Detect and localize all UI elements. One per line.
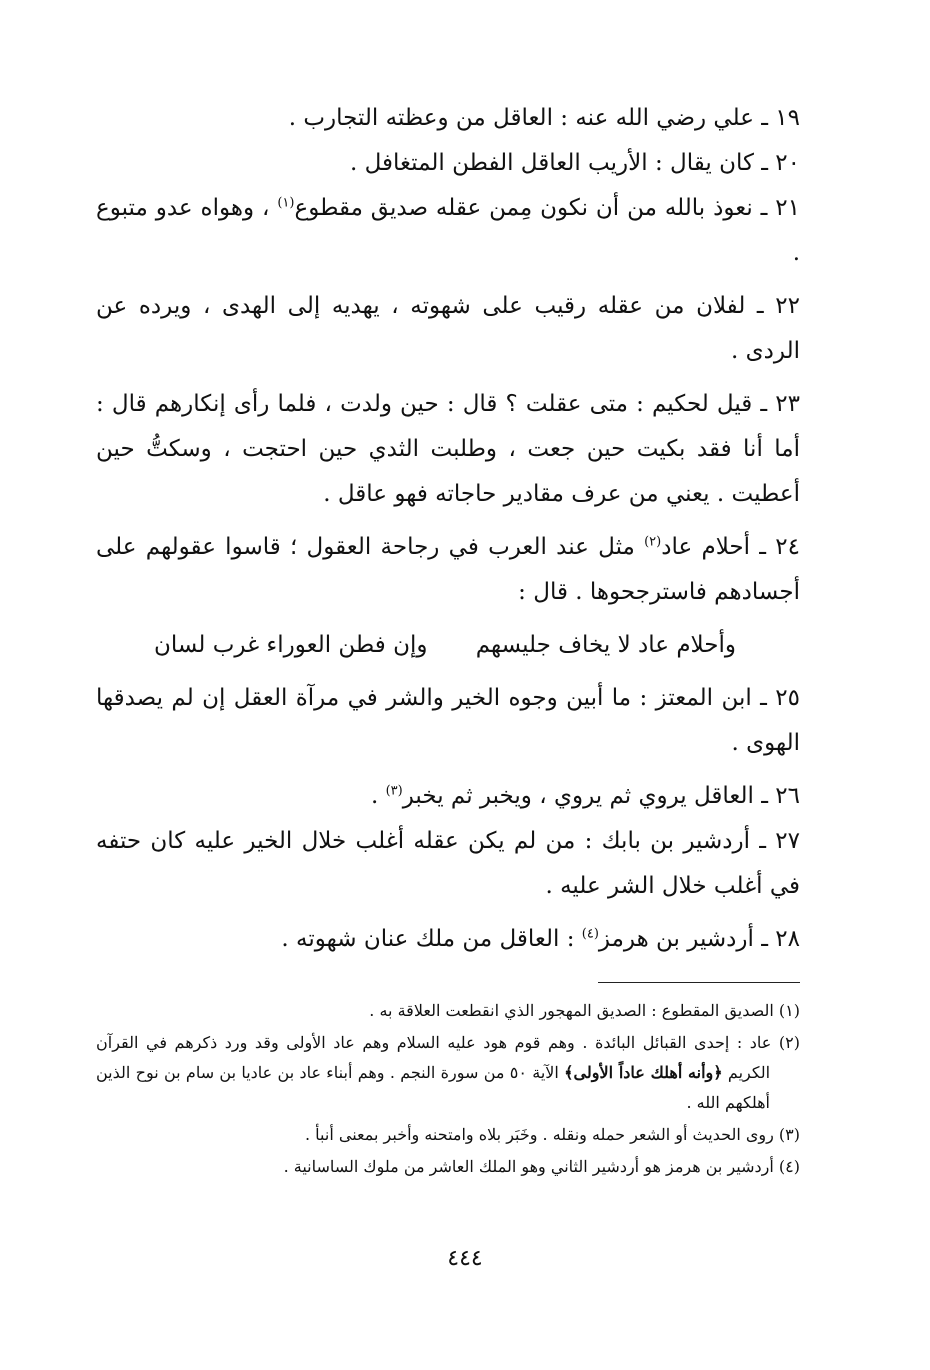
footnote-ref-4: (٤)	[581, 926, 599, 942]
verse-first-hemistich: وأحلام عاد لا يخاف جليسهم	[475, 632, 736, 658]
footnote-ref-1: (١)	[277, 195, 295, 211]
footnotes	[96, 996, 800, 1184]
quran-quote: ﴿وأنه أهلك عاداً الأولى﴾	[564, 1063, 723, 1082]
footnote-3: (٣) روى الحديث أو الشعر حمله ونقله . وخَبَر بلاه وامتحنه وأخبر بمعنى أنبأ .	[305, 1125, 800, 1144]
footnote-2	[96, 1028, 800, 1118]
saying-28	[96, 917, 800, 962]
footnote-ref-3: (٣)	[385, 783, 403, 799]
footnote-4: (٤) أردشير بن هرمز هو أردشير الثاني وهو الملك العاشر من ملوك الساسانية .	[283, 1157, 800, 1176]
saying-21	[96, 186, 800, 276]
saying-21-text-end: ، وهواه عدو متبوع .	[96, 195, 800, 266]
saying-23: ٢٣ ـ قيل لحكيم : متى عقلت ؟ قال : حين ولدت ، فلما رأى إنكارهم قال : أما أنا فقد بكيت حين جعت ، وطلبت الثدي حين احتجت ، وسكتُّ حين أعطيت . يعني من عرف مقادير حاجاته فهو عاقل .	[96, 391, 800, 507]
saying-26-text-end: .	[370, 783, 386, 809]
saying-20: ٢٠ ـ كان يقال : الأريب العاقل الفطن المتغافل .	[350, 150, 800, 176]
page-number: ٤٤٤	[447, 1246, 483, 1271]
saying-19: ١٩ ـ علي رضي الله عنه : العاقل من وعظته التجارب .	[288, 105, 800, 131]
poem-verse	[96, 623, 800, 668]
saying-24-text-end: مثل عند العرب في رجاحة العقول ؛ قاسوا عقولهم على أجسادهم فاسترجحوها . قال :	[96, 534, 800, 605]
saying-27: ٢٧ ـ أردشير بن بابك : من لم يكن عقله أغلب خلال الخير عليه كان حتفه في أغلب خلال الشر عليه .	[96, 828, 800, 899]
saying-28-text-end: : العاقل من ملك عنان شهوته .	[281, 926, 582, 952]
saying-22: ٢٢ ـ لفلان من عقله رقيب على شهوته ، يهديه إلى الهدى ، ويرده عن الردى .	[96, 293, 800, 364]
verse-second-hemistich: وإن فطن العوراء غرب لسان	[154, 632, 428, 658]
saying-24-text: ٢٤ ـ أحلام عاد	[661, 534, 801, 560]
saying-26	[96, 774, 800, 819]
footnote-ref-2: (٢)	[644, 534, 662, 550]
saying-28-text: ٢٨ ـ أردشير بن هرمز	[598, 926, 800, 952]
saying-21-text: ٢١ ـ نعوذ بالله من أن نكون مِمن عقله صديق مقطوع	[294, 195, 801, 221]
footnote-2-text: (٢) عاد : إحدى القبائل البائدة . وهم قوم هود عليه السلام وهم عاد الأولى وقد ورد ذكرهم في القرآن الكريم	[96, 1033, 801, 1082]
saying-26-text: ٢٦ ـ العاقل يروي ثم يروي ، ويخبر ثم يخبر	[402, 783, 800, 809]
main-text	[96, 96, 800, 962]
saying-24	[96, 525, 800, 615]
footnote-2-text-end: الآية ٥٠ من سورة النجم . وهم أبناء عاد بن عاديا بن سام بن نوح الذين أهلكهم الله .	[96, 1063, 770, 1112]
footnote-1: (١) الصديق المقطوع : الصديق المهجور الذي انقطعت العلاقة به .	[369, 1001, 800, 1020]
saying-25: ٢٥ ـ ابن المعتز : ما أبين وجوه الخير والشر في مرآة العقل إن لم يصدقها الهوى .	[96, 685, 800, 756]
footnote-separator	[598, 982, 800, 983]
